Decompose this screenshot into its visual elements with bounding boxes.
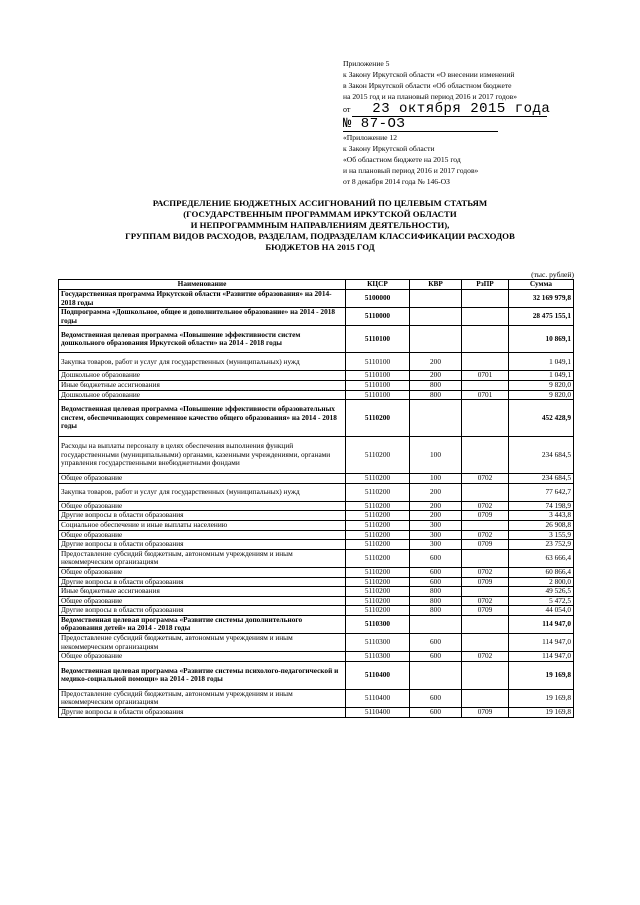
row-name: Другие вопросы в области образования bbox=[59, 577, 346, 587]
row-sum: 26 908,8 bbox=[509, 520, 574, 530]
row-rzpr: 0702 bbox=[462, 530, 509, 540]
table-row bbox=[59, 587, 574, 597]
row-name: Дошкольное образование bbox=[59, 390, 346, 400]
table-row bbox=[59, 400, 574, 437]
row-kcsr: 5110200 bbox=[346, 587, 410, 597]
row-kcsr: 5110200 bbox=[346, 474, 410, 484]
table-row bbox=[59, 540, 574, 550]
row-kvr: 600 bbox=[410, 567, 462, 577]
header-sum: Сумма bbox=[509, 280, 574, 290]
row-kvr: 300 bbox=[410, 540, 462, 550]
row-rzpr bbox=[462, 437, 509, 474]
row-sum: 44 054,0 bbox=[509, 606, 574, 616]
table-row bbox=[59, 483, 574, 501]
row-kvr: 800 bbox=[410, 596, 462, 606]
row-kcsr: 5110400 bbox=[346, 661, 410, 689]
row-sum: 2 800,0 bbox=[509, 577, 574, 587]
row-sum: 77 642,7 bbox=[509, 483, 574, 501]
budget-table bbox=[58, 279, 574, 718]
table-row bbox=[59, 530, 574, 540]
table-row bbox=[59, 634, 574, 652]
row-name: Другие вопросы в области образования bbox=[59, 540, 346, 550]
document-title bbox=[95, 198, 545, 253]
table-row bbox=[59, 474, 574, 484]
row-kvr: 100 bbox=[410, 437, 462, 474]
table-row bbox=[59, 615, 574, 633]
row-rzpr: 0702 bbox=[462, 596, 509, 606]
row-kvr: 600 bbox=[410, 652, 462, 662]
table-row bbox=[59, 437, 574, 474]
row-name: Предоставление субсидий бюджетным, автономным учреждениям и иным некоммерческим организациям bbox=[59, 634, 346, 652]
row-kcsr: 5110200 bbox=[346, 501, 410, 511]
row-rzpr: 0709 bbox=[462, 708, 509, 718]
row-rzpr bbox=[462, 520, 509, 530]
row-kvr: 800 bbox=[410, 587, 462, 597]
row-name: Закупка товаров, работ и услуг для государственных (муниципальных) нужд bbox=[59, 353, 346, 371]
table-row bbox=[59, 326, 574, 353]
row-sum: 114 947,0 bbox=[509, 652, 574, 662]
row-kvr: 600 bbox=[410, 577, 462, 587]
row-sum: 234 684,5 bbox=[509, 437, 574, 474]
row-kvr: 800 bbox=[410, 390, 462, 400]
law-date: 23 октября 2015 года bbox=[352, 102, 547, 117]
row-sum: 114 947,0 bbox=[509, 615, 574, 633]
row-rzpr bbox=[462, 290, 509, 308]
row-rzpr bbox=[462, 380, 509, 390]
row-name: Другие вопросы в области образования bbox=[59, 511, 346, 521]
row-kvr: 300 bbox=[410, 530, 462, 540]
table-row bbox=[59, 661, 574, 689]
row-kvr bbox=[410, 615, 462, 633]
row-rzpr: 0709 bbox=[462, 540, 509, 550]
row-sum: 452 428,9 bbox=[509, 400, 574, 437]
appendix-line: «Об областном бюджете на 2015 год bbox=[343, 155, 461, 164]
row-sum: 1 049,1 bbox=[509, 371, 574, 381]
appendix-line: «Приложение 12 bbox=[343, 133, 398, 142]
row-rzpr bbox=[462, 326, 509, 353]
title-line: РАСПРЕДЕЛЕНИЕ БЮДЖЕТНЫХ АССИГНОВАНИЙ ПО ЦЕЛЕВЫМ СТАТЬЯМ bbox=[152, 198, 488, 208]
row-sum: 3 155,9 bbox=[509, 530, 574, 540]
row-sum: 60 866,4 bbox=[509, 567, 574, 577]
row-rzpr bbox=[462, 689, 509, 707]
appendix-line: и на плановый период 2016 и 2017 годов» bbox=[343, 166, 479, 175]
row-name: Иные бюджетные ассигнования bbox=[59, 587, 346, 597]
row-rzpr bbox=[462, 483, 509, 501]
table-row bbox=[59, 501, 574, 511]
row-kvr: 200 bbox=[410, 511, 462, 521]
appendix-line: к Закону Иркутской области bbox=[343, 144, 435, 153]
row-kcsr: 5110100 bbox=[346, 326, 410, 353]
table-body bbox=[59, 290, 574, 718]
row-rzpr bbox=[462, 549, 509, 567]
table-row bbox=[59, 308, 574, 326]
row-kvr: 600 bbox=[410, 634, 462, 652]
row-rzpr bbox=[462, 615, 509, 633]
row-name: Общее образование bbox=[59, 596, 346, 606]
row-sum: 23 752,9 bbox=[509, 540, 574, 550]
row-kvr: 300 bbox=[410, 520, 462, 530]
row-kvr: 600 bbox=[410, 549, 462, 567]
table-row bbox=[59, 290, 574, 308]
row-name: Подпрограмма «Дошкольное, общее и дополнительное образование» на 2014 - 2018 годы bbox=[59, 308, 346, 326]
table-row bbox=[59, 520, 574, 530]
appendix-line: на 2015 год и на плановый период 2016 и 2017 годов» bbox=[343, 92, 518, 101]
header-rzpr: РзПР bbox=[462, 280, 509, 290]
table-row bbox=[59, 549, 574, 567]
row-kcsr: 5110300 bbox=[346, 652, 410, 662]
row-kvr bbox=[410, 290, 462, 308]
row-sum: 74 198,9 bbox=[509, 501, 574, 511]
row-name: Иные бюджетные ассигнования bbox=[59, 380, 346, 390]
row-rzpr: 0701 bbox=[462, 371, 509, 381]
row-kvr: 200 bbox=[410, 353, 462, 371]
row-kvr: 100 bbox=[410, 474, 462, 484]
row-name: Предоставление субсидий бюджетным, автономным учреждениям и иным некоммерческим организациям bbox=[59, 689, 346, 707]
title-line: ГРУППАМ ВИДОВ РАСХОДОВ, РАЗДЕЛАМ, ПОДРАЗДЕЛАМ КЛАССИФИКАЦИИ РАСХОДОВ bbox=[125, 231, 515, 241]
row-name: Общее образование bbox=[59, 474, 346, 484]
row-rzpr: 0709 bbox=[462, 577, 509, 587]
row-kvr: 600 bbox=[410, 689, 462, 707]
row-sum: 28 475 155,1 bbox=[509, 308, 574, 326]
row-kvr: 200 bbox=[410, 501, 462, 511]
row-name: Общее образование bbox=[59, 567, 346, 577]
row-kvr bbox=[410, 400, 462, 437]
row-rzpr bbox=[462, 400, 509, 437]
row-rzpr: 0709 bbox=[462, 606, 509, 616]
row-sum: 9 820,0 bbox=[509, 390, 574, 400]
row-name: Предоставление субсидий бюджетным, автономным учреждениям и иным некоммерческим организациям bbox=[59, 549, 346, 567]
row-sum: 49 526,5 bbox=[509, 587, 574, 597]
row-rzpr: 0702 bbox=[462, 501, 509, 511]
row-sum: 19 169,8 bbox=[509, 708, 574, 718]
row-kvr: 200 bbox=[410, 483, 462, 501]
row-sum: 19 169,8 bbox=[509, 661, 574, 689]
row-kcsr: 5110200 bbox=[346, 511, 410, 521]
law-number: № 87-ОЗ bbox=[343, 117, 498, 132]
row-kcsr: 5110000 bbox=[346, 308, 410, 326]
table-row bbox=[59, 511, 574, 521]
appendix-line: в Закон Иркутской области «Об областном бюджете bbox=[343, 81, 512, 90]
row-sum: 19 169,8 bbox=[509, 689, 574, 707]
row-name: Общее образование bbox=[59, 501, 346, 511]
row-kcsr: 5110200 bbox=[346, 400, 410, 437]
header-name: Наименование bbox=[59, 280, 346, 290]
row-kcsr: 5110300 bbox=[346, 615, 410, 633]
table-row bbox=[59, 577, 574, 587]
row-rzpr: 0709 bbox=[462, 511, 509, 521]
row-kcsr: 5110200 bbox=[346, 549, 410, 567]
row-kcsr: 5110100 bbox=[346, 371, 410, 381]
table-header-row bbox=[59, 280, 574, 290]
row-rzpr bbox=[462, 661, 509, 689]
row-sum: 10 869,1 bbox=[509, 326, 574, 353]
row-kvr: 800 bbox=[410, 606, 462, 616]
row-rzpr bbox=[462, 634, 509, 652]
row-kvr bbox=[410, 308, 462, 326]
row-kcsr: 5110400 bbox=[346, 689, 410, 707]
row-rzpr bbox=[462, 587, 509, 597]
title-line: БЮДЖЕТОВ НА 2015 ГОД bbox=[265, 242, 375, 252]
row-sum: 9 820,0 bbox=[509, 380, 574, 390]
row-name: Ведомственная целевая программа «Повышение эффективности образовательных систем, обеспечивающих современное качество общего образования» на 2014 - 2018 годы bbox=[59, 400, 346, 437]
header-kcsr: КЦСР bbox=[346, 280, 410, 290]
row-kcsr: 5110400 bbox=[346, 708, 410, 718]
row-kcsr: 5100000 bbox=[346, 290, 410, 308]
row-name: Общее образование bbox=[59, 652, 346, 662]
row-rzpr: 0701 bbox=[462, 390, 509, 400]
row-rzpr: 0702 bbox=[462, 474, 509, 484]
row-kcsr: 5110200 bbox=[346, 483, 410, 501]
row-sum: 234 684,5 bbox=[509, 474, 574, 484]
row-kvr: 800 bbox=[410, 380, 462, 390]
table-row bbox=[59, 652, 574, 662]
table-row bbox=[59, 390, 574, 400]
row-kcsr: 5110300 bbox=[346, 634, 410, 652]
table-row bbox=[59, 380, 574, 390]
row-kcsr: 5110200 bbox=[346, 606, 410, 616]
row-name: Государственная программа Иркутской области «Развитие образования» на 2014-2018 годы bbox=[59, 290, 346, 308]
table-row bbox=[59, 708, 574, 718]
row-rzpr bbox=[462, 353, 509, 371]
row-kcsr: 5110100 bbox=[346, 353, 410, 371]
row-kvr: 600 bbox=[410, 708, 462, 718]
row-sum: 1 049,1 bbox=[509, 353, 574, 371]
row-name: Ведомственная целевая программа «Повышение эффективности систем дошкольного образования Иркутской области» на 2014 - 2018 годы bbox=[59, 326, 346, 353]
law-number-line bbox=[343, 117, 605, 132]
row-rzpr bbox=[462, 308, 509, 326]
title-line: И НЕПРОГРАММНЫМ НАПРАВЛЕНИЯМ ДЕЯТЕЛЬНОСТИ), bbox=[190, 220, 450, 230]
appendix-line: Приложение 5 bbox=[343, 59, 390, 68]
row-kvr: 200 bbox=[410, 371, 462, 381]
row-name: Ведомственная целевая программа «Развитие системы дополнительного образования детей» на 2014 - 2018 годы bbox=[59, 615, 346, 633]
table-row bbox=[59, 567, 574, 577]
table-row bbox=[59, 689, 574, 707]
row-kcsr: 5110200 bbox=[346, 437, 410, 474]
table-row bbox=[59, 353, 574, 371]
title-line: (ГОСУДАРСТВЕННЫМ ПРОГРАММАМ ИРКУТСКОЙ ОБЛАСТИ bbox=[183, 209, 457, 219]
appendix-line: от 8 декабря 2014 года № 146-ОЗ bbox=[343, 177, 450, 186]
row-kcsr: 5110100 bbox=[346, 380, 410, 390]
table-row bbox=[59, 606, 574, 616]
row-sum: 32 169 979,8 bbox=[509, 290, 574, 308]
row-sum: 63 666,4 bbox=[509, 549, 574, 567]
row-name: Другие вопросы в области образования bbox=[59, 708, 346, 718]
law-date-line bbox=[343, 102, 605, 117]
row-sum: 3 443,8 bbox=[509, 511, 574, 521]
row-sum: 114 947,0 bbox=[509, 634, 574, 652]
appendix-block bbox=[343, 58, 605, 187]
table-row bbox=[59, 371, 574, 381]
header-kvr: КВР bbox=[410, 280, 462, 290]
row-name: Дошкольное образование bbox=[59, 371, 346, 381]
row-name: Закупка товаров, работ и услуг для государственных (муниципальных) нужд bbox=[59, 483, 346, 501]
table-row bbox=[59, 596, 574, 606]
row-kcsr: 5110200 bbox=[346, 596, 410, 606]
appendix-line: к Закону Иркутской области «О внесении изменений bbox=[343, 70, 515, 79]
row-kcsr: 5110200 bbox=[346, 577, 410, 587]
row-kcsr: 5110200 bbox=[346, 520, 410, 530]
row-kcsr: 5110200 bbox=[346, 530, 410, 540]
row-rzpr: 0702 bbox=[462, 567, 509, 577]
units-label: (тыс. рублей) bbox=[531, 270, 574, 279]
row-kcsr: 5110200 bbox=[346, 567, 410, 577]
row-kvr bbox=[410, 661, 462, 689]
row-kvr bbox=[410, 326, 462, 353]
row-sum: 5 472,5 bbox=[509, 596, 574, 606]
row-rzpr: 0702 bbox=[462, 652, 509, 662]
law-date-prefix: от bbox=[343, 105, 351, 114]
row-name: Ведомственная целевая программа «Развитие системы психолого-педагогической и медико-социальной помощи» на 2014 - 2018 годы bbox=[59, 661, 346, 689]
row-kcsr: 5110200 bbox=[346, 540, 410, 550]
row-name: Другие вопросы в области образования bbox=[59, 606, 346, 616]
row-name: Расходы на выплаты персоналу в целях обеспечения выполнения функций государственными (муниципальными) органами, казенными учреждениями, органами управления государственными внебюджетными фондами bbox=[59, 437, 346, 474]
row-kcsr: 5110100 bbox=[346, 390, 410, 400]
row-name: Социальное обеспечение и иные выплаты населению bbox=[59, 520, 346, 530]
row-name: Общее образование bbox=[59, 530, 346, 540]
